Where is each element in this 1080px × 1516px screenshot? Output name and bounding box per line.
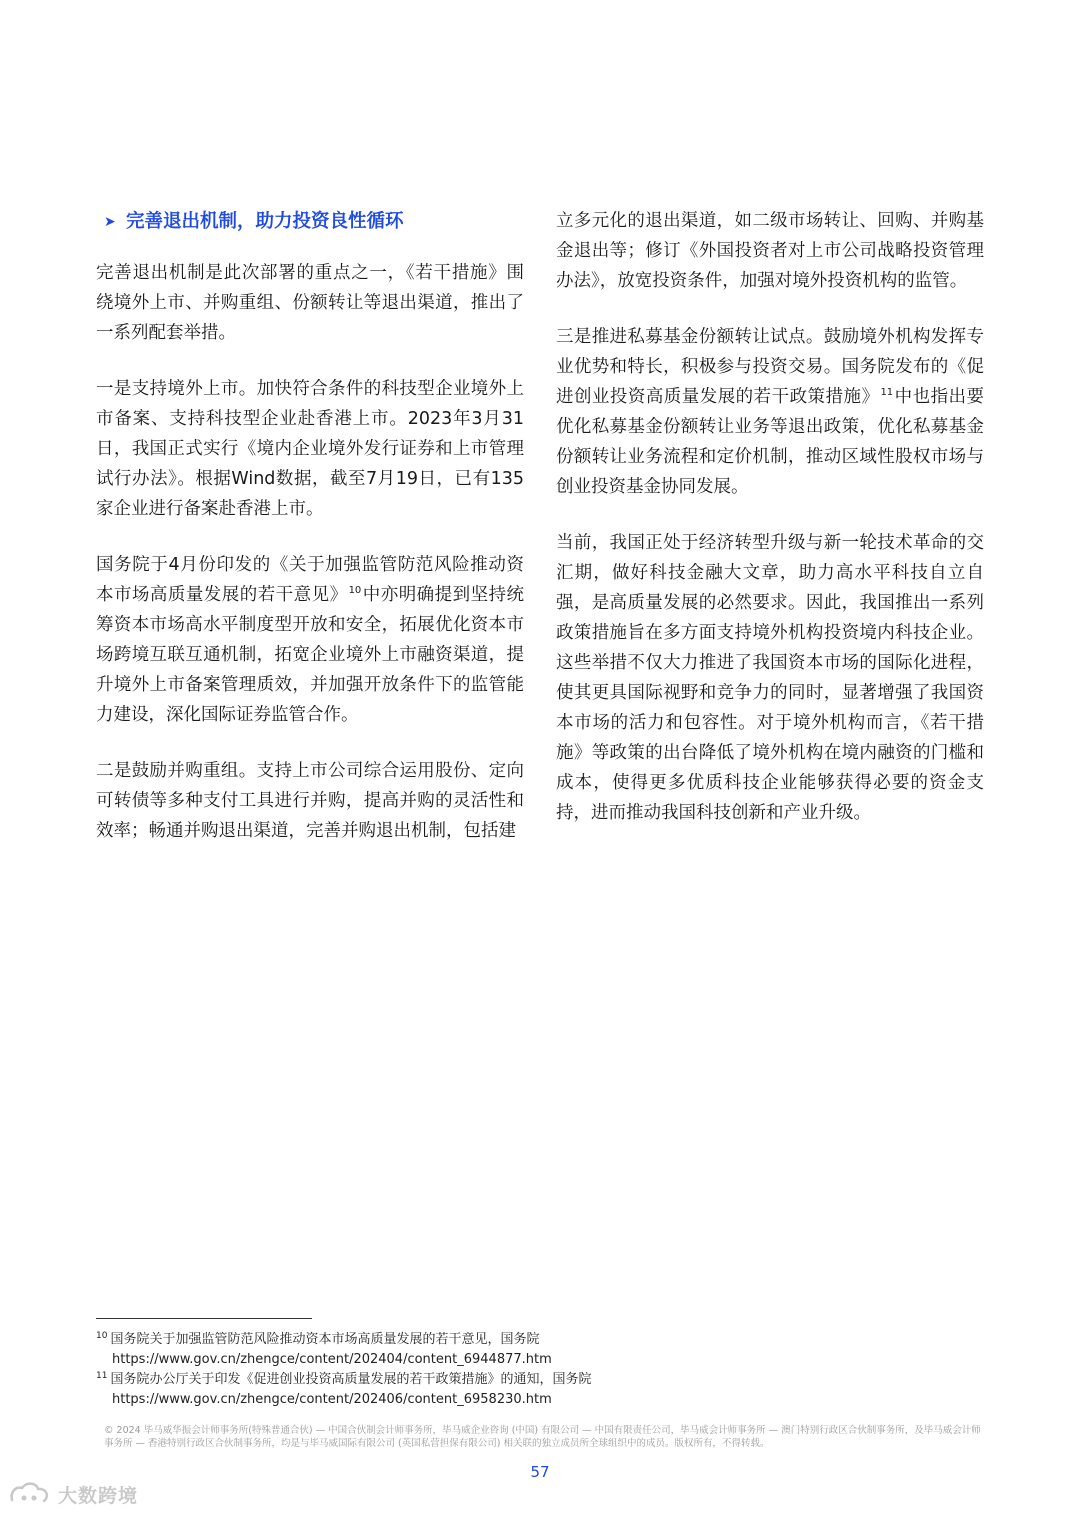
section-heading [96, 206, 524, 238]
footnotes [96, 1330, 976, 1410]
paragraph: 一是支持境外上市。加快符合条件的科技型企业境外上市备案、支持科技型企业赴香港上市。2023年3月31日，我国正式实行《境内企业境外发行证券和上市管理试行办法》。根据Wind数据，截至7月19日，已有135家企业进行备案赴香港上市。 [96, 379, 524, 519]
section-heading-text: 完善退出机制，助力投资良性循环 [126, 211, 404, 232]
copyright-notice: © 2024 毕马威华振会计师事务所(特殊普通合伙) — 中国合伙制会计师事务所，毕马威企业咨询 (中国) 有限公司 — 中国有限责任公司，毕马威会计师事务所 — 澳门特别行政区合伙制事务所，及毕马威会计师事务所 — 香港特别行政区合伙制事务所，均是与毕马威国际有限公司 (英国私营担保有限公司) 相关联的独立成员所全球组织中的成员。版权所有，不得转载。 [104, 1425, 981, 1449]
footnote-item [96, 1330, 976, 1350]
paragraph-text: 三是推进私募基金份额转让试点。鼓励境外机构发挥专业优势和特长，积极参与投资交易。国务院发布的《促进创业投资高质量发展的若干政策措施》 [556, 327, 984, 407]
logo-icon [8, 1480, 52, 1508]
paragraph-text: 中也指出要优化私募基金份额转让业务等退出政策，优化私募基金份额转让业务流程和定价机制，推动区域性股权市场与创业投资基金协同发展。 [556, 387, 985, 497]
right-column [556, 206, 984, 854]
footnote-number: 10 [96, 1330, 108, 1341]
page-number: 57 [530, 1463, 550, 1481]
watermark [8, 1480, 138, 1508]
footnote-number: 11 [96, 1370, 108, 1381]
watermark-text: 大数跨境 [58, 1484, 139, 1507]
footnote-item [96, 1370, 976, 1390]
footnote-ref: 10 [348, 585, 362, 597]
paragraph: 二是鼓励并购重组。支持上市公司综合运用股份、定向可转债等多种支付工具进行并购，提高并购的灵活性和效率；畅通并购退出渠道，完善并购退出机制，包括建 [96, 761, 524, 841]
footnote-ref: 11 [880, 387, 894, 399]
footnote-divider [96, 1318, 312, 1319]
paragraph: 当前，我国正处于经济转型升级与新一轮技术革命的交汇期，做好科技金融大文章，助力高水平科技自立自强，是高质量发展的必然要求。因此，我国推出一系列政策措施旨在多方面支持境外机构投资境内科技企业。这些举措不仅大力推进了我国资本市场的国际化进程，使其更具国际视野和竞争力的同时，显著增强了我国资本市场的活力和包容性。对于境外机构而言，《若干措施》等政策的出台降低了境外机构在境内融资的门槛和成本，使得更多优质科技企业能够获得必要的资金支持，进而推动我国科技创新和产业升级。 [556, 533, 984, 823]
paragraph: 立多元化的退出渠道，如二级市场转让、回购、并购基金退出等；修订《外国投资者对上市公司战略投资管理办法》，放宽投资条件，加强对境外投资机构的监管。 [556, 211, 984, 291]
footnote-text: 国务院办公厅关于印发《促进创业投资高质量发展的若干政策措施》的通知，国务院 [110, 1372, 592, 1387]
paragraph-text: 国务院于4月份印发的《关于加强监管防范风险推动资本市场高质量发展的若干意见》 [96, 555, 524, 605]
paragraph [556, 322, 984, 502]
left-column [96, 206, 524, 872]
chevron-right-icon: ➤ [104, 214, 116, 230]
footnote-link[interactable]: https://www.gov.cn/zhengce/content/202404/content_6944877.htm [112, 1352, 552, 1367]
footnote-link[interactable]: https://www.gov.cn/zhengce/content/202406/content_6958230.htm [112, 1392, 552, 1407]
paragraph: 完善退出机制是此次部署的重点之一，《若干措施》围绕境外上市、并购重组、份额转让等退出渠道，推出了一系列配套举措。 [96, 263, 524, 343]
footnote-text: 国务院关于加强监管防范风险推动资本市场高质量发展的若干意见，国务院 [110, 1332, 540, 1347]
paragraph-text: 中亦明确提到坚持统筹资本市场高水平制度型开放和安全，拓展优化资本市场跨境互联互通机制，拓宽企业境外上市融资渠道，提升境外上市备案管理质效，并加强开放条件下的监管能力建设，深化国际证券监管合作。 [96, 585, 525, 725]
paragraph [96, 550, 524, 730]
